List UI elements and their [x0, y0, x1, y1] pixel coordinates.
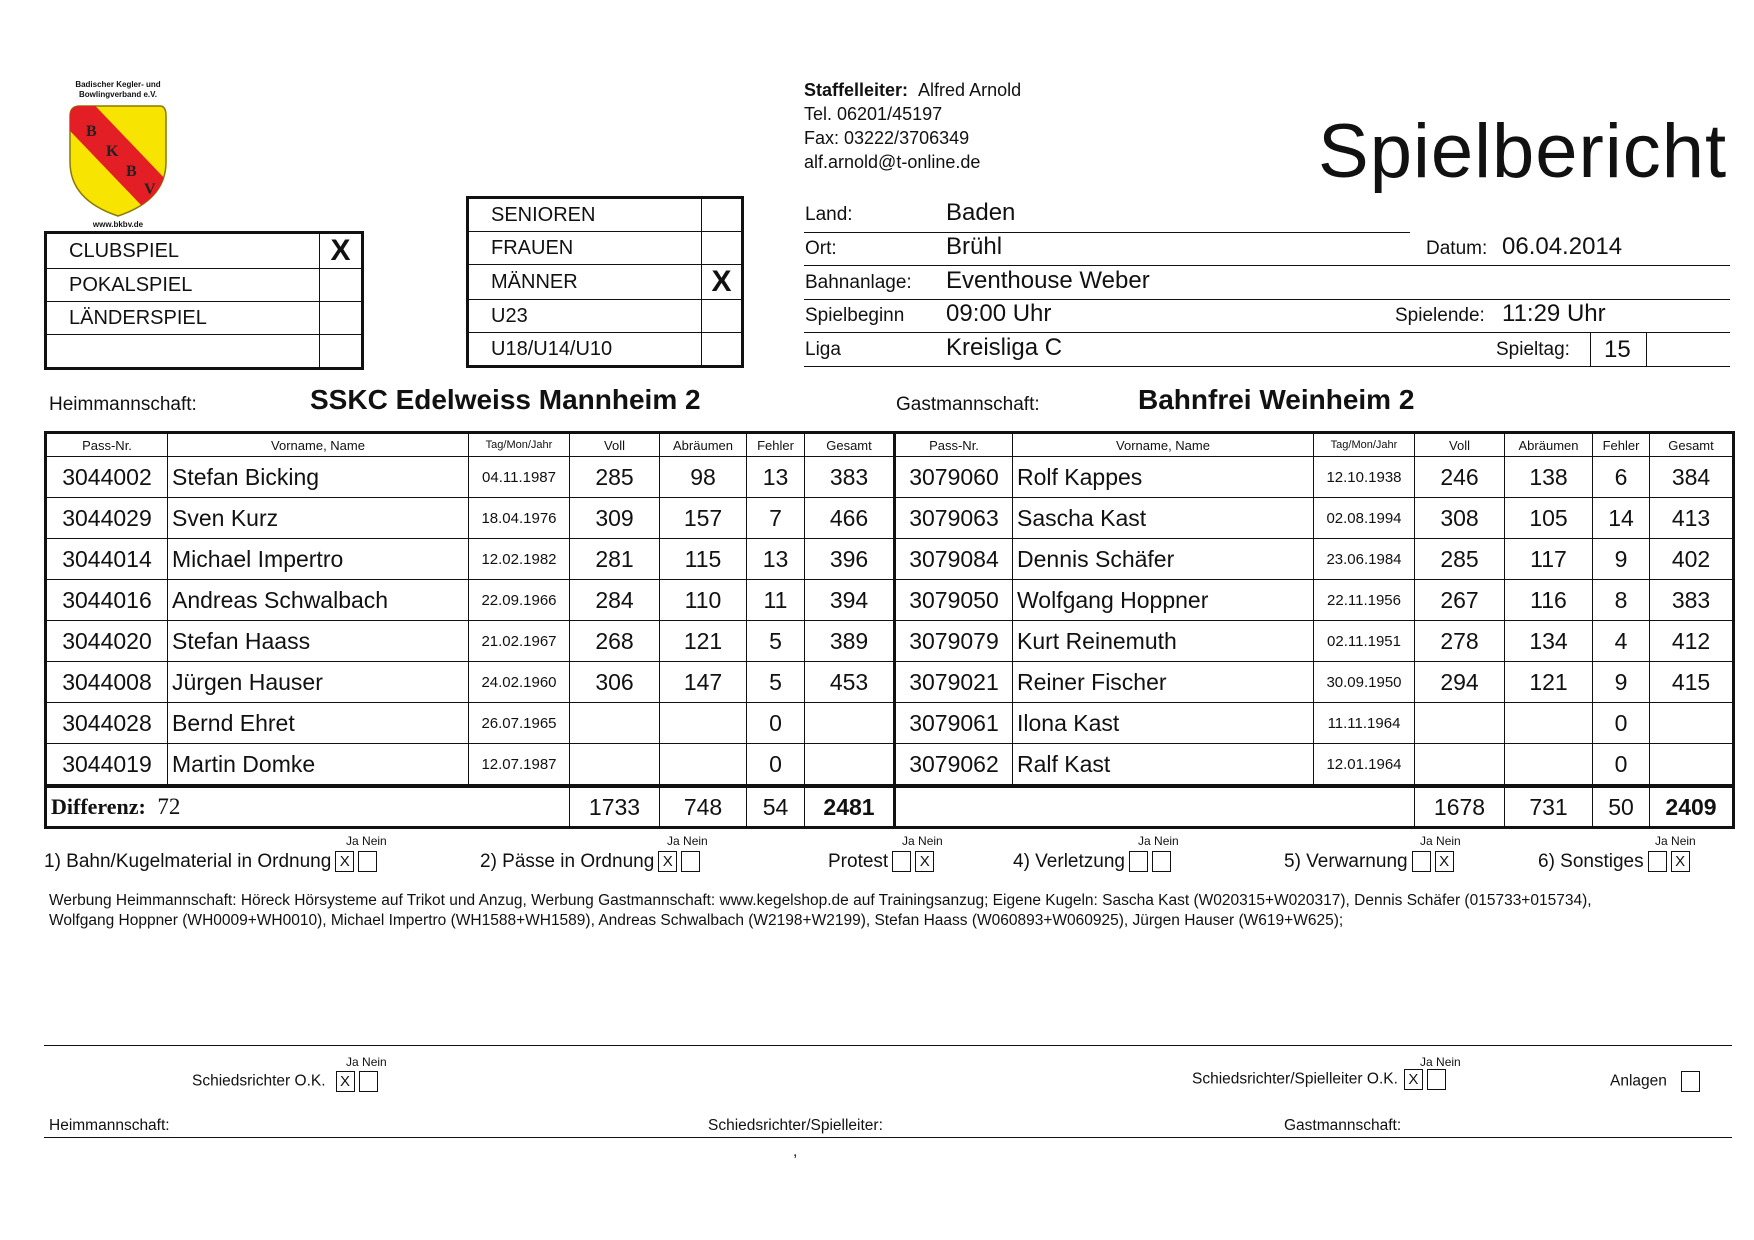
anlagen [1610, 1071, 1700, 1092]
guest-total-voll: 1678 [1415, 786, 1505, 828]
home-birthdate: 26.07.1965 [469, 703, 570, 744]
ja-label: Ja [1655, 834, 1668, 848]
game-type-check[interactable] [320, 269, 363, 302]
game-type-check[interactable] [320, 302, 363, 335]
results-table [44, 431, 1735, 829]
home-voll: 306 [570, 662, 660, 703]
question-4 [1013, 851, 1171, 873]
table-row [46, 457, 1734, 498]
ja-label: Ja [346, 1055, 359, 1069]
category-check[interactable] [702, 198, 743, 232]
guest-birthdate: 12.10.1938 [1314, 457, 1415, 498]
home-pass-nr: 3044020 [46, 621, 168, 662]
page-title: Spielbericht [1318, 109, 1728, 194]
guest-abraeumen: 105 [1505, 498, 1593, 539]
shield-icon [62, 102, 174, 220]
bahnanlage-value: Eventhouse Weber [946, 267, 1150, 294]
table-row [46, 703, 1734, 744]
yes-checkbox[interactable] [1412, 851, 1431, 872]
guest-voll [1415, 703, 1505, 744]
ort-value: Brühl [946, 233, 1003, 260]
question-5 [1284, 851, 1454, 873]
game-type-label: CLUBSPIEL [46, 233, 320, 269]
home-birthdate: 24.02.1960 [469, 662, 570, 703]
col-header: Tag/Mon/Jahr [1314, 433, 1415, 457]
land-label: Land: [805, 204, 853, 225]
home-voll [570, 744, 660, 787]
guest-fehler: 9 [1593, 662, 1650, 703]
home-total-abraeumen: 748 [660, 786, 747, 828]
guest-abraeumen [1505, 703, 1593, 744]
home-pass-nr: 3044008 [46, 662, 168, 703]
no-checkbox[interactable] [1152, 851, 1171, 872]
col-header: Voll [1415, 433, 1505, 457]
col-header: Voll [570, 433, 660, 457]
anlagen-checkbox[interactable] [1681, 1071, 1700, 1092]
home-pass-nr: 3044002 [46, 457, 168, 498]
guest-birthdate: 22.11.1956 [1314, 580, 1415, 621]
guest-pass-nr: 3079061 [895, 703, 1013, 744]
home-abraeumen [660, 744, 747, 787]
home-birthdate: 12.02.1982 [469, 539, 570, 580]
guest-birthdate: 11.11.1964 [1314, 703, 1415, 744]
guest-fehler: 0 [1593, 744, 1650, 787]
logo-url: www.bkbv.de [92, 220, 144, 229]
no-checkbox[interactable] [1427, 1069, 1446, 1090]
staffelleiter-label: Staffelleiter: [804, 80, 909, 100]
guest-team-label: Gastmannschaft: [896, 394, 1040, 415]
nein-label: Nein [362, 834, 387, 848]
no-checkbox[interactable]: X [1435, 851, 1454, 872]
game-type-box [44, 231, 364, 370]
home-total-fehler: 54 [747, 786, 805, 828]
guest-pass-nr: 3079084 [895, 539, 1013, 580]
category-label: U23 [468, 300, 702, 333]
guest-gesamt: 402 [1650, 539, 1734, 580]
guest-abraeumen: 134 [1505, 621, 1593, 662]
yes-checkbox[interactable] [892, 851, 911, 872]
home-fehler: 11 [747, 580, 805, 621]
home-abraeumen: 157 [660, 498, 747, 539]
guest-abraeumen: 116 [1505, 580, 1593, 621]
guest-player-name: Ilona Kast [1013, 703, 1314, 744]
home-gesamt: 396 [805, 539, 895, 580]
col-header: Fehler [1593, 433, 1650, 457]
guest-birthdate: 02.08.1994 [1314, 498, 1415, 539]
ja-label: Ja [1138, 834, 1151, 848]
results-header-row [46, 433, 1734, 457]
datum-label: Datum: [1426, 238, 1488, 259]
guest-pass-nr: 3079062 [895, 744, 1013, 787]
home-fehler: 5 [747, 662, 805, 703]
col-header: Abräumen [1505, 433, 1593, 457]
remarks-line: Wolfgang Hoppner (WH0009+WH0010), Michael Impertro (WH1588+WH1589), Andreas Schwalbach (W2198+W2199), Stefan Haass (W060893+W060925), Jürgen Hauser (W619+W625); [49, 912, 1344, 929]
ja-label: Ja [346, 834, 359, 848]
home-abraeumen: 115 [660, 539, 747, 580]
guest-fehler: 0 [1593, 703, 1650, 744]
question-label: 6) Sonstiges [1538, 851, 1644, 872]
logo-letter-1: B [86, 123, 97, 140]
home-fehler: 5 [747, 621, 805, 662]
home-birthdate: 04.11.1987 [469, 457, 570, 498]
home-gesamt: 383 [805, 457, 895, 498]
category-check[interactable] [702, 300, 743, 333]
home-gesamt [805, 744, 895, 787]
difference-label: Differenz: [51, 794, 146, 819]
game-type-label: LÄNDERSPIEL [46, 302, 320, 335]
staffelleiter-tel: Tel. 06201/45197 [804, 104, 943, 124]
guest-birthdate: 30.09.1950 [1314, 662, 1415, 703]
guest-total-gesamt: 2409 [1650, 786, 1734, 828]
logo-org-name: Badischer Kegler- und Bowlingverband e.V. [75, 80, 161, 99]
signature-guest: Gastmannschaft: [1284, 1117, 1402, 1134]
guest-player-name: Wolfgang Hoppner [1013, 580, 1314, 621]
guest-birthdate: 02.11.1951 [1314, 621, 1415, 662]
signature-home: Heimmannschaft: [49, 1117, 170, 1134]
col-header: Pass-Nr. [46, 433, 168, 457]
yes-checkbox[interactable]: X [658, 851, 677, 872]
liga-label: Liga [805, 339, 841, 360]
home-abraeumen: 110 [660, 580, 747, 621]
difference-value: 72 [157, 794, 181, 819]
home-player-name: Martin Domke [168, 744, 469, 787]
guest-gesamt: 412 [1650, 621, 1734, 662]
guest-gesamt: 384 [1650, 457, 1734, 498]
guest-birthdate: 23.06.1984 [1314, 539, 1415, 580]
staffelleiter-name: Alfred Arnold [918, 80, 1022, 100]
question-2 [480, 851, 700, 873]
col-header: Fehler [747, 433, 805, 457]
home-player-name: Sven Kurz [168, 498, 469, 539]
question-label: 2) Pässe in Ordnung [480, 851, 655, 872]
guest-total-abraeumen: 731 [1505, 786, 1593, 828]
schiri-ok [192, 1071, 378, 1092]
logo-letter-2: K [106, 143, 119, 160]
anlagen-label: Anlagen [1610, 1072, 1667, 1090]
guest-voll: 285 [1415, 539, 1505, 580]
guest-abraeumen: 117 [1505, 539, 1593, 580]
guest-gesamt: 413 [1650, 498, 1734, 539]
question-1 [44, 851, 377, 873]
home-fehler: 0 [747, 744, 805, 787]
nein-label: Nein [1436, 834, 1461, 848]
ja-label: Ja [1420, 1055, 1433, 1069]
col-header: Gesamt [805, 433, 895, 457]
category-label: MÄNNER [468, 265, 702, 300]
guest-gesamt [1650, 703, 1734, 744]
spieltag-value: 15 [1604, 336, 1631, 363]
home-fehler: 0 [747, 703, 805, 744]
nein-label: Nein [1671, 834, 1696, 848]
home-gesamt: 389 [805, 621, 895, 662]
nein-label: Nein [1154, 834, 1179, 848]
guest-voll: 308 [1415, 498, 1505, 539]
home-birthdate: 22.09.1966 [469, 580, 570, 621]
col-header: Tag/Mon/Jahr [469, 433, 570, 457]
nein-label: Nein [683, 834, 708, 848]
guest-player-name: Reiner Fischer [1013, 662, 1314, 703]
yes-checkbox[interactable]: X [335, 851, 354, 872]
guest-gesamt: 415 [1650, 662, 1734, 703]
staffelleiter-fax: Fax: 03222/3706349 [804, 128, 970, 148]
guest-voll: 294 [1415, 662, 1505, 703]
home-player-name: Andreas Schwalbach [168, 580, 469, 621]
comma-mark: , [793, 1143, 798, 1160]
home-voll: 281 [570, 539, 660, 580]
question-label: 4) Verletzung [1013, 851, 1125, 872]
home-abraeumen: 98 [660, 457, 747, 498]
guest-fehler: 4 [1593, 621, 1650, 662]
spielende-value: 11:29 Uhr [1502, 300, 1606, 327]
table-row [46, 580, 1734, 621]
question-6 [1538, 851, 1690, 873]
no-checkbox[interactable]: X [1671, 851, 1690, 872]
home-gesamt: 394 [805, 580, 895, 621]
home-voll: 309 [570, 498, 660, 539]
signature-line [44, 1137, 1732, 1138]
guest-player-name: Dennis Schäfer [1013, 539, 1314, 580]
home-voll: 268 [570, 621, 660, 662]
guest-voll: 267 [1415, 580, 1505, 621]
logo-letter-3: B [126, 163, 137, 180]
home-abraeumen: 121 [660, 621, 747, 662]
bkbv-logo [62, 80, 174, 230]
guest-abraeumen: 121 [1505, 662, 1593, 703]
yes-checkbox[interactable]: X [1404, 1069, 1423, 1090]
home-total-voll: 1733 [570, 786, 660, 828]
guest-voll: 278 [1415, 621, 1505, 662]
home-pass-nr: 3044016 [46, 580, 168, 621]
nein-label: Nein [1436, 1055, 1461, 1069]
home-player-name: Michael Impertro [168, 539, 469, 580]
schiri-ok-label: Schiedsrichter O.K. [192, 1072, 326, 1090]
staffelleiter-block [804, 78, 1021, 174]
home-birthdate: 21.02.1967 [469, 621, 570, 662]
yes-checkbox[interactable] [1129, 851, 1148, 872]
spielbeginn-value: 09:00 Uhr [946, 300, 1052, 327]
spielbeginn-label: Spielbeginn [805, 305, 905, 326]
question-label: 1) Bahn/Kugelmaterial in Ordnung [44, 851, 332, 872]
yes-checkbox[interactable]: X [336, 1071, 355, 1092]
col-header: Gesamt [1650, 433, 1734, 457]
home-abraeumen [660, 703, 747, 744]
spieltag-label: Spieltag: [1496, 339, 1570, 360]
game-type-check[interactable]: X [320, 233, 363, 269]
question-protest [828, 851, 934, 873]
no-checkbox[interactable] [358, 851, 377, 872]
bahnanlage-label: Bahnanlage: [805, 272, 912, 293]
home-pass-nr: 3044019 [46, 744, 168, 787]
home-voll [570, 703, 660, 744]
no-checkbox[interactable]: X [915, 851, 934, 872]
category-label: FRAUEN [468, 232, 702, 265]
guest-voll [1415, 744, 1505, 787]
home-gesamt: 453 [805, 662, 895, 703]
table-row [46, 498, 1734, 539]
nein-label: Nein [918, 834, 943, 848]
guest-abraeumen [1505, 744, 1593, 787]
guest-player-name: Sascha Kast [1013, 498, 1314, 539]
question-label: 5) Verwarnung [1284, 851, 1408, 872]
nein-label: Nein [362, 1055, 387, 1069]
category-label: SENIOREN [468, 198, 702, 232]
game-type-label [46, 335, 320, 369]
remarks-line: Werbung Heimmannschaft: Höreck Hörsysteme auf Trikot und Anzug, Werbung Gastmannschaft: www.kegelshop.de auf Trainingsanzug; Eigene Kugeln: Sascha Kast (W020315+W020317), Dennis Schäfer (015733+015734), [49, 892, 1592, 909]
home-player-name: Stefan Bicking [168, 457, 469, 498]
ort-label: Ort: [805, 238, 837, 259]
category-check[interactable]: X [702, 265, 743, 300]
home-pass-nr: 3044014 [46, 539, 168, 580]
ja-label: Ja [902, 834, 915, 848]
home-pass-nr: 3044028 [46, 703, 168, 744]
guest-pass-nr: 3079060 [895, 457, 1013, 498]
schiri-spielleiter-ok [1192, 1069, 1446, 1090]
col-header: Abräumen [660, 433, 747, 457]
col-header: Vorname, Name [168, 433, 469, 457]
home-voll: 285 [570, 457, 660, 498]
home-fehler: 13 [747, 457, 805, 498]
home-player-name: Jürgen Hauser [168, 662, 469, 703]
guest-fehler: 9 [1593, 539, 1650, 580]
signature-referee: Schiedsrichter/Spielleiter: [708, 1117, 883, 1134]
guest-total-fehler: 50 [1593, 786, 1650, 828]
col-header: Pass-Nr. [895, 433, 1013, 457]
ja-label: Ja [667, 834, 680, 848]
staffelleiter-email[interactable]: alf.arnold@t-online.de [804, 152, 981, 172]
guest-pass-nr: 3079063 [895, 498, 1013, 539]
col-header: Vorname, Name [1013, 433, 1314, 457]
category-check[interactable] [702, 333, 743, 367]
spielende-label: Spielende: [1395, 305, 1485, 326]
footer-divider [44, 1045, 1732, 1046]
guest-player-name: Rolf Kappes [1013, 457, 1314, 498]
home-birthdate: 18.04.1976 [469, 498, 570, 539]
game-type-check[interactable] [320, 335, 363, 369]
table-row [46, 539, 1734, 580]
category-label: U18/U14/U10 [468, 333, 702, 367]
guest-player-name: Ralf Kast [1013, 744, 1314, 787]
remarks [49, 891, 1739, 931]
no-checkbox[interactable] [681, 851, 700, 872]
guest-player-name: Kurt Reinemuth [1013, 621, 1314, 662]
difference-cell [46, 786, 570, 828]
home-team-name: SSKC Edelweiss Mannheim 2 [310, 384, 701, 415]
home-fehler: 7 [747, 498, 805, 539]
home-gesamt [805, 703, 895, 744]
home-player-name: Bernd Ehret [168, 703, 469, 744]
ja-label: Ja [1420, 834, 1433, 848]
guest-fehler: 14 [1593, 498, 1650, 539]
guest-total-spacer [895, 786, 1415, 828]
table-row [46, 744, 1734, 787]
guest-gesamt [1650, 744, 1734, 787]
no-checkbox[interactable] [359, 1071, 378, 1092]
totals-row [46, 786, 1734, 828]
table-row [46, 621, 1734, 662]
home-abraeumen: 147 [660, 662, 747, 703]
home-team-label: Heimmannschaft: [49, 394, 197, 415]
guest-voll: 246 [1415, 457, 1505, 498]
home-gesamt: 466 [805, 498, 895, 539]
guest-fehler: 6 [1593, 457, 1650, 498]
home-voll: 284 [570, 580, 660, 621]
guest-team-name: Bahnfrei Weinheim 2 [1138, 384, 1415, 415]
category-check[interactable] [702, 232, 743, 265]
land-value: Baden [946, 199, 1016, 226]
schiri-spielleiter-ok-label: Schiedsrichter/Spielleiter O.K. [1192, 1070, 1398, 1088]
guest-pass-nr: 3079079 [895, 621, 1013, 662]
home-fehler: 13 [747, 539, 805, 580]
liga-value: Kreisliga C [946, 334, 1063, 361]
logo-letter-4: V [144, 181, 156, 198]
home-total-gesamt: 2481 [805, 786, 895, 828]
category-box [466, 196, 744, 368]
table-row [46, 662, 1734, 703]
guest-gesamt: 383 [1650, 580, 1734, 621]
guest-abraeumen: 138 [1505, 457, 1593, 498]
home-player-name: Stefan Haass [168, 621, 469, 662]
home-birthdate: 12.07.1987 [469, 744, 570, 787]
home-pass-nr: 3044029 [46, 498, 168, 539]
question-label: Protest [828, 851, 889, 872]
guest-fehler: 8 [1593, 580, 1650, 621]
datum-value: 06.04.2014 [1502, 233, 1623, 260]
guest-pass-nr: 3079021 [895, 662, 1013, 703]
guest-pass-nr: 3079050 [895, 580, 1013, 621]
guest-birthdate: 12.01.1964 [1314, 744, 1415, 787]
game-type-label: POKALSPIEL [46, 269, 320, 302]
yes-checkbox[interactable] [1648, 851, 1667, 872]
